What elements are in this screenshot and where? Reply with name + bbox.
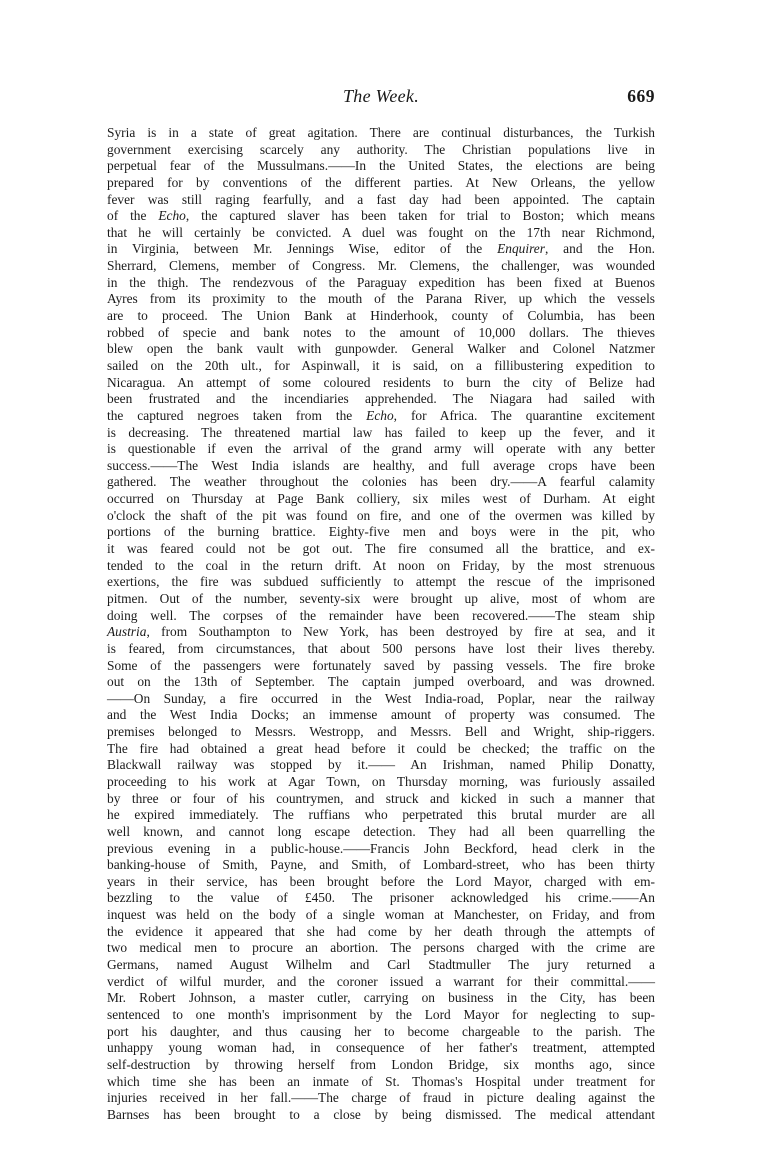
text-line: doing well. The corpses of the remainder have been recovered.——The steam ship — [107, 607, 655, 623]
running-head — [107, 86, 655, 116]
text-line: Ayres from its proximity to the mouth of the Parana River, up which the vessels — [107, 291, 655, 307]
text-line: port his daughter, and thus causing her to become chargeable to the parish. The — [107, 1023, 655, 1039]
text-line: been frustrated and the incendiaries apprehended. The Niagara had sailed with — [107, 391, 655, 407]
text-line: ——On Sunday, a fire occurred in the West India-road, Poplar, near the railway — [107, 690, 655, 706]
text-line: proceeding to his work at Agar Town, on Thursday morning, was furiously assailed — [107, 773, 655, 789]
text-line: sailed on the 20th ult., for Aspinwall, it is said, on a fillibustering expedition to — [107, 357, 655, 373]
text-line: is feared, from circumstances, that about 500 persons have lost their lives thereby. — [107, 640, 655, 656]
text-line: inquest was held on the body of a single woman at Manchester, on Friday, and from — [107, 907, 655, 923]
text-line: previous evening in a public-house.——Francis John Beckford, head clerk in the — [107, 840, 655, 856]
text-line: verdict of wilful murder, and the coroner issued a warrant for their committal.—— — [107, 973, 655, 989]
text-line: of the Echo, the captured slaver has been taken for trial to Boston; which means — [107, 208, 655, 224]
text-line: o'clock the shaft of the pit was found on fire, and one of the overmen was killed by — [107, 507, 655, 523]
text-line: which time she has been an inmate of St. Thomas's Hospital under treatment for — [107, 1073, 655, 1089]
text-line: Blackwall railway was stopped by it.—— An Irishman, named Philip Donatty, — [107, 757, 655, 773]
text-line: robbed of specie and bank notes to the amount of 10,000 dollars. The thieves — [107, 324, 655, 340]
text-line: Some of the passengers were fortunately saved by passing vessels. The fire broke — [107, 657, 655, 673]
text-line: government exercising scarcely any authority. The Christian populations live in — [107, 141, 655, 157]
text-line: two medical men to procure an abortion. The persons charged with the crime are — [107, 940, 655, 956]
text-line: prepared for by conventions of the different parties. At New Orleans, the yellow — [107, 174, 655, 190]
text-line: he expired immediately. The ruffians who perpetrated this brutal murder are all — [107, 807, 655, 823]
text-line: occurred on Thursday at Page Bank colliery, six miles west of Durham. At eight — [107, 491, 655, 507]
text-line: premises belonged to Messrs. Westropp, and Messrs. Bell and Wright, ship-riggers. — [107, 724, 655, 740]
text-line: Austria, from Southampton to New York, has been destroyed by fire at sea, and it — [107, 624, 655, 640]
text-line: by three or four of his countrymen, and struck and kicked in such a manner that — [107, 790, 655, 806]
text-line: bezzling to the value of £450. The prisoner acknowledged his crime.——An — [107, 890, 655, 906]
text-line: in Virginia, between Mr. Jennings Wise, editor of the Enquirer, and the Hon. — [107, 241, 655, 257]
text-line: Nicaragua. An attempt of some coloured residents to burn the city of Belize had — [107, 374, 655, 390]
text-line: in the thigh. The rendezvous of the Paraguay expedition has been fixed at Buenos — [107, 274, 655, 290]
text-line: self-destruction by throwing herself from London Bridge, six months ago, since — [107, 1056, 655, 1072]
text-line: unhappy young woman had, in consequence of her father's treatment, attempted — [107, 1040, 655, 1056]
text-line: sentenced to one month's imprisonment by the Lord Mayor for neglecting to sup- — [107, 1006, 655, 1022]
text-line: portions of the burning brattice. Eighty-five men and boys were in the pit, who — [107, 524, 655, 540]
text-line: Germans, named August Wilhelm and Carl Stadtmuller The jury returned a — [107, 957, 655, 973]
text-line: success.——The West India islands are healthy, and full average crops have been — [107, 457, 655, 473]
text-line: blew open the bank vault with gunpowder. General Walker and Colonel Natzmer — [107, 341, 655, 357]
text-line: pitmen. Out of the number, seventy-six were brought up alive, most of whom are — [107, 590, 655, 606]
text-line: out on the 13th of September. The captain jumped overboard, and was drowned. — [107, 674, 655, 690]
text-line: fever was still raging fearfully, and a fast day had been appointed. The captain — [107, 191, 655, 207]
running-title: The Week. — [342, 86, 419, 106]
magazine-page — [107, 86, 655, 1123]
text-line: The fire had obtained a great head before it could be checked; the traffic on the — [107, 740, 655, 756]
text-line: well known, and cannot long escape detection. They had all been quarrelling the — [107, 823, 655, 839]
text-line: Sherrard, Clemens, member of Congress. Mr. Clemens, the challenger, was wounded — [107, 258, 655, 274]
text-line: and the West India Docks; an immense amount of property was consumed. The — [107, 707, 655, 723]
text-line: tended to the coal in the return drift. At noon on Friday, by the most strenuous — [107, 557, 655, 573]
text-line: Syria is in a state of great agitation. There are continual disturbances, the Turkish — [107, 125, 655, 140]
text-line: it was feared could not be got out. The fire consumed all the brattice, and ex- — [107, 541, 655, 557]
text-line: are to proceed. The Union Bank at Hinderhook, county of Columbia, has been — [107, 308, 655, 324]
text-line: gathered. The weather throughout the colonies has been dry.——A fearful calamity — [107, 474, 655, 490]
text-line: banking-house of Smith, Payne, and Smith, of Lombard-street, who has been thirty — [107, 857, 655, 873]
text-line: is decreasing. The threatened martial law has failed to keep up the fever, and it — [107, 424, 655, 440]
text-line: exertions, the fire was subdued sufficiently to attempt the rescue of the imprisoned — [107, 574, 655, 590]
text-line: Mr. Robert Johnson, a master cutler, carrying on business in the City, has been — [107, 990, 655, 1006]
text-line: the evidence it appeared that she had come by her death through the attempts of — [107, 923, 655, 939]
text-line: is questionable if even the arrival of the grand army will operate with any better — [107, 441, 655, 457]
text-line: injuries received in her fall.——The charge of fraud in picture dealing against the — [107, 1090, 655, 1106]
page-number: 669 — [627, 86, 655, 106]
text-line: the captured negroes taken from the Echo, for Africa. The quarantine excitement — [107, 407, 655, 423]
article-body — [107, 125, 655, 1123]
text-line: that he will certainly be convicted. A duel was fought on the 17th near Richmond, — [107, 224, 655, 240]
text-line: years in their service, has been brought before the Lord Mayor, charged with em- — [107, 873, 655, 889]
text-line: Barnses has been brought to a close by being dismissed. The medical attendant — [107, 1106, 655, 1122]
text-line: perpetual fear of the Mussulmans.——In the United States, the elections are being — [107, 158, 655, 174]
